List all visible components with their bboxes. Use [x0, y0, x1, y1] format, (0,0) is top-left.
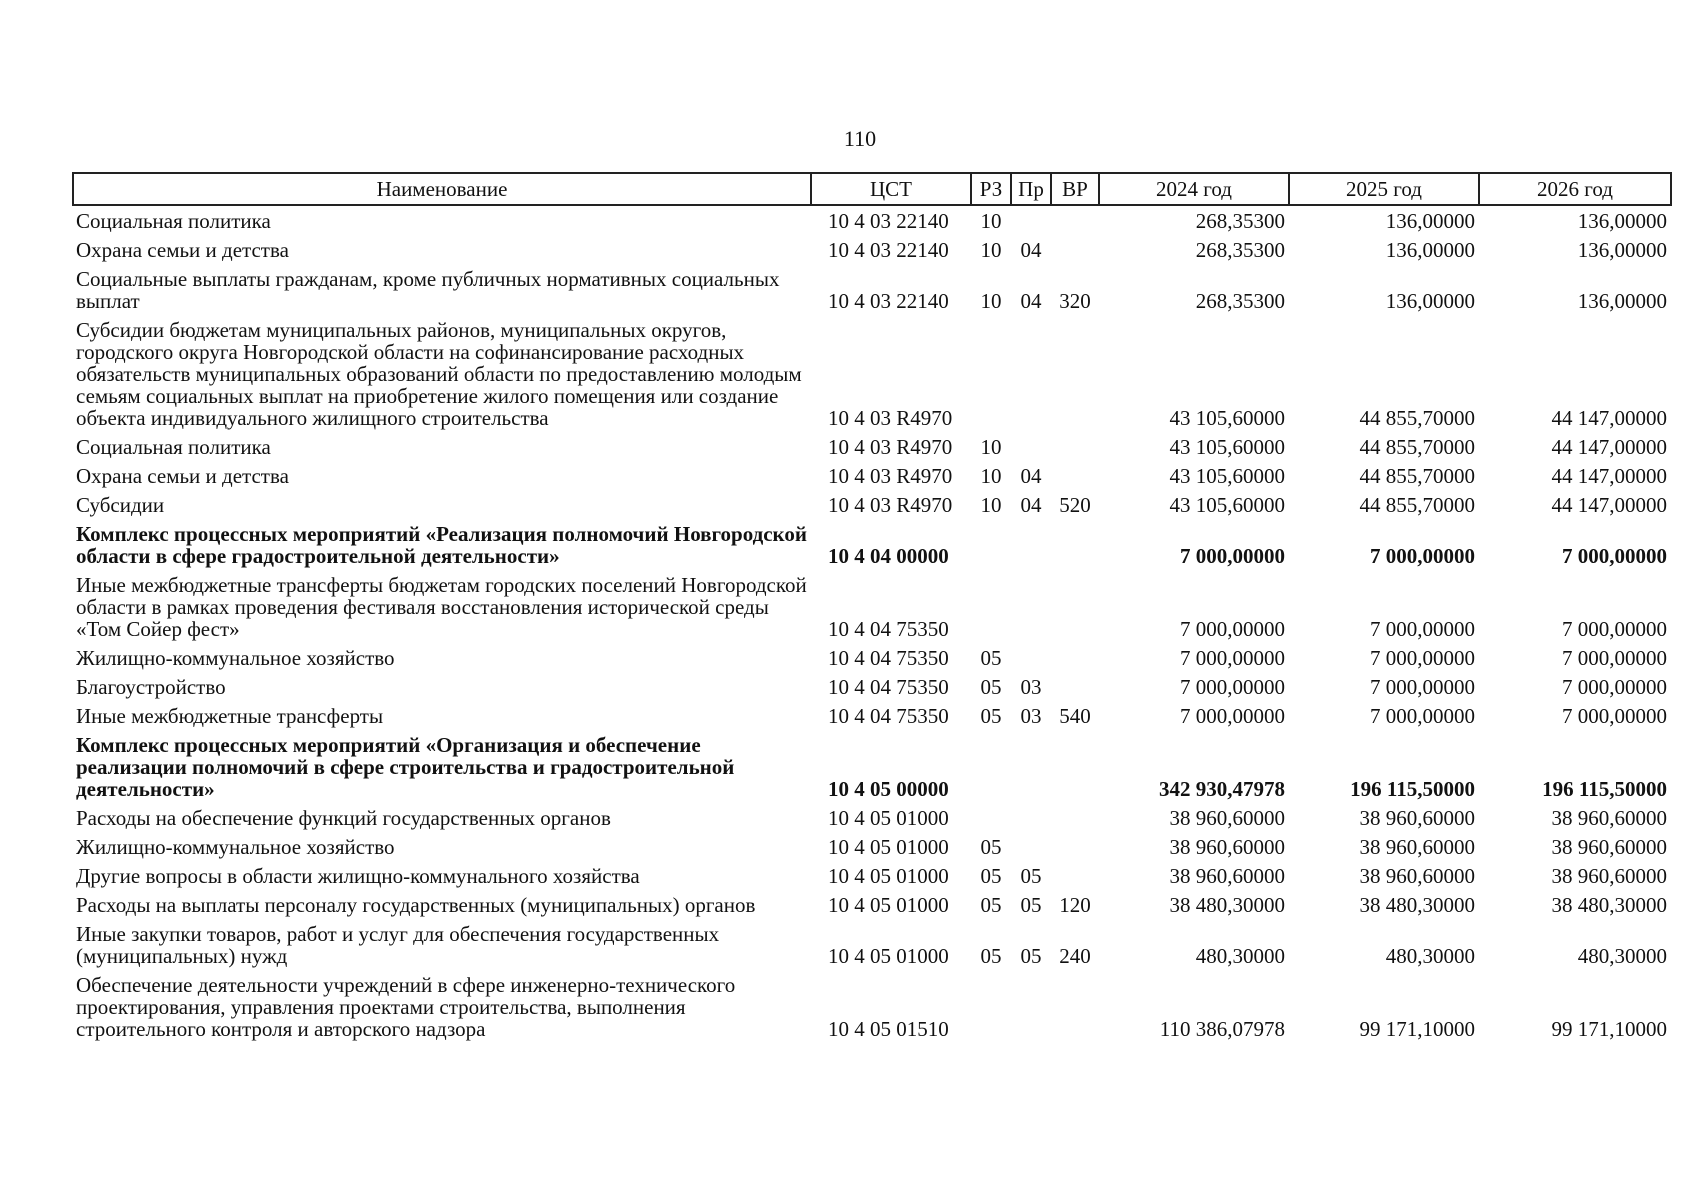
cell-y2025: 44 855,70000	[1359, 493, 1475, 517]
table-row	[73, 461, 1671, 490]
cell-code: 10 4 04 75350	[828, 646, 949, 670]
cell-y2026: 38 480,30000	[1551, 893, 1667, 917]
cell-pr	[1011, 315, 1051, 432]
header-2025: 2025 год	[1289, 173, 1479, 205]
cell-pr	[1011, 730, 1051, 803]
cell-pr: 04	[1020, 464, 1042, 488]
cell-y2026: 44 147,00000	[1551, 493, 1667, 517]
cell-y2024: 7 000,00000	[1180, 646, 1285, 670]
cell-y2024: 342 930,47978	[1159, 777, 1285, 801]
cell-code: 10 4 05 01510	[828, 1017, 949, 1041]
cell-y2026: 7 000,00000	[1562, 617, 1667, 641]
cell-vr: 540	[1059, 704, 1091, 728]
cell-name: Иные закупки товаров, работ и услуг для обеспечения государственных (муниципальных) нужд	[76, 922, 720, 968]
cell-vr	[1051, 519, 1099, 570]
cell-pr: 04	[1020, 238, 1042, 262]
cell-y2024: 38 480,30000	[1169, 893, 1285, 917]
cell-code: 10 4 05 01000	[828, 893, 949, 917]
table-row	[73, 672, 1671, 701]
cell-y2026: 480,30000	[1577, 944, 1667, 968]
cell-name: Жилищно-коммунальное хозяйство	[76, 835, 395, 859]
header-name: Наименование	[73, 173, 811, 205]
header-pr: Пр	[1011, 173, 1051, 205]
cell-vr	[1051, 432, 1099, 461]
cell-y2025: 38 960,60000	[1359, 835, 1475, 859]
cell-pr	[1011, 643, 1051, 672]
cell-vr	[1051, 832, 1099, 861]
cell-code: 10 4 04 75350	[828, 617, 949, 641]
cell-name: Социальные выплаты гражданам, кроме публичных нормативных социальных выплат	[76, 267, 780, 313]
table-row	[73, 235, 1671, 264]
cell-y2024: 7 000,00000	[1180, 675, 1285, 699]
cell-y2025: 7 000,00000	[1370, 704, 1475, 728]
table-row	[73, 730, 1671, 803]
cell-y2026: 196 115,50000	[1542, 777, 1667, 801]
cell-y2024: 268,35300	[1195, 289, 1285, 313]
cell-name: Обеспечение деятельности учреждений в сфере инженерно-технического проектирования, управления проектами строительства, выполнения строительного контроля и авторского надзора	[76, 973, 736, 1041]
cell-pr: 05	[1020, 944, 1042, 968]
cell-code: 10 4 05 01000	[828, 864, 949, 888]
cell-pr	[1011, 970, 1051, 1043]
cell-rz: 05	[980, 704, 1002, 728]
cell-name: Расходы на выплаты персоналу государственных (муниципальных) органов	[76, 893, 756, 917]
cell-vr	[1051, 315, 1099, 432]
cell-code: 10 4 03 22140	[828, 289, 949, 313]
cell-y2025: 38 480,30000	[1359, 893, 1475, 917]
cell-rz	[971, 803, 1011, 832]
cell-y2024: 7 000,00000	[1180, 544, 1285, 568]
cell-vr	[1051, 570, 1099, 643]
table-row	[73, 490, 1671, 519]
cell-name: Социальная политика	[76, 209, 271, 233]
cell-name: Охрана семьи и детства	[76, 464, 289, 488]
cell-y2026: 136,00000	[1577, 289, 1667, 313]
cell-pr: 04	[1020, 493, 1042, 517]
cell-vr: 320	[1059, 289, 1091, 313]
cell-name: Другие вопросы в области жилищно-коммунального хозяйства	[76, 864, 640, 888]
header-2024: 2024 год	[1099, 173, 1289, 205]
cell-code: 10 4 03 R4970	[828, 435, 953, 459]
table-row	[73, 570, 1671, 643]
table-row	[73, 701, 1671, 730]
cell-name: Охрана семьи и детства	[76, 238, 289, 262]
cell-vr	[1051, 803, 1099, 832]
cell-y2026: 38 960,60000	[1551, 835, 1667, 859]
cell-name: Иные межбюджетные трансферты бюджетам городских поселений Новгородской области в рамках проведения фестиваля восстановления исторической среды «Том Сойер фест»	[76, 573, 807, 641]
cell-pr	[1011, 570, 1051, 643]
cell-rz	[971, 315, 1011, 432]
table-row	[73, 205, 1671, 235]
cell-y2024: 7 000,00000	[1180, 617, 1285, 641]
table-row	[73, 861, 1671, 890]
table-header-row	[73, 173, 1671, 205]
cell-code: 10 4 03 22140	[828, 209, 949, 233]
cell-y2024: 43 105,60000	[1169, 464, 1285, 488]
cell-y2025: 480,30000	[1385, 944, 1475, 968]
cell-y2026: 7 000,00000	[1562, 704, 1667, 728]
cell-y2026: 7 000,00000	[1562, 544, 1667, 568]
cell-name: Иные межбюджетные трансферты	[76, 704, 384, 728]
cell-y2026: 136,00000	[1577, 209, 1667, 233]
cell-y2025: 7 000,00000	[1370, 617, 1475, 641]
cell-pr	[1011, 832, 1051, 861]
cell-vr: 240	[1059, 944, 1091, 968]
cell-y2026: 38 960,60000	[1551, 864, 1667, 888]
cell-rz: 05	[980, 835, 1002, 859]
cell-y2026: 44 147,00000	[1551, 435, 1667, 459]
cell-vr	[1051, 861, 1099, 890]
cell-y2025: 7 000,00000	[1370, 544, 1475, 568]
cell-code: 10 4 04 75350	[828, 675, 949, 699]
cell-y2026: 7 000,00000	[1562, 646, 1667, 670]
cell-y2024: 480,30000	[1195, 944, 1285, 968]
cell-y2024: 43 105,60000	[1169, 493, 1285, 517]
budget-table	[72, 172, 1672, 1043]
cell-y2024: 7 000,00000	[1180, 704, 1285, 728]
page-number: 110	[843, 126, 877, 151]
table-body	[73, 205, 1671, 1043]
cell-vr	[1051, 672, 1099, 701]
cell-vr	[1051, 643, 1099, 672]
cell-pr	[1011, 519, 1051, 570]
cell-vr: 120	[1059, 893, 1091, 917]
cell-code: 10 4 03 R4970	[828, 493, 953, 517]
table-row	[73, 970, 1671, 1043]
cell-code: 10 4 05 00000	[828, 777, 949, 801]
cell-vr	[1051, 461, 1099, 490]
table-row	[73, 432, 1671, 461]
header-2026: 2026 год	[1479, 173, 1671, 205]
cell-code: 10 4 03 R4970	[828, 406, 953, 430]
cell-y2026: 38 960,60000	[1551, 806, 1667, 830]
cell-y2026: 136,00000	[1577, 238, 1667, 262]
cell-rz: 05	[980, 864, 1002, 888]
cell-pr: 04	[1020, 289, 1042, 313]
cell-rz: 10	[980, 464, 1002, 488]
cell-name: Социальная политика	[76, 435, 271, 459]
cell-code: 10 4 05 01000	[828, 806, 949, 830]
cell-vr	[1051, 205, 1099, 235]
cell-rz: 10	[980, 435, 1002, 459]
table-row	[73, 264, 1671, 315]
cell-y2025: 44 855,70000	[1359, 406, 1475, 430]
cell-y2026: 44 147,00000	[1551, 406, 1667, 430]
cell-y2026: 7 000,00000	[1562, 675, 1667, 699]
cell-y2024: 43 105,60000	[1169, 435, 1285, 459]
header-rz: РЗ	[971, 173, 1011, 205]
cell-name: Субсидии	[76, 493, 165, 517]
cell-pr: 03	[1020, 704, 1042, 728]
cell-y2026: 44 147,00000	[1551, 464, 1667, 488]
cell-name: Жилищно-коммунальное хозяйство	[76, 646, 395, 670]
cell-name: Комплекс процессных мероприятий «Реализация полномочий Новгородской области в сфере градостроительной деятельности»	[76, 522, 807, 568]
cell-name: Комплекс процессных мероприятий «Организация и обеспечение реализации полномочий в сфере строительства и градостроительной деятельности»	[76, 733, 735, 801]
cell-y2024: 268,35300	[1195, 238, 1285, 262]
cell-y2025: 38 960,60000	[1359, 864, 1475, 888]
cell-rz	[971, 970, 1011, 1043]
cell-y2025: 196 115,50000	[1350, 777, 1475, 801]
cell-rz	[971, 730, 1011, 803]
cell-y2025: 136,00000	[1385, 238, 1475, 262]
table-row	[73, 643, 1671, 672]
table-row	[73, 315, 1671, 432]
cell-pr: 03	[1020, 675, 1042, 699]
cell-y2024: 268,35300	[1195, 209, 1285, 233]
cell-vr	[1051, 970, 1099, 1043]
header-code: ЦСТ	[811, 173, 971, 205]
cell-y2024: 38 960,60000	[1169, 806, 1285, 830]
cell-code: 10 4 04 75350	[828, 704, 949, 728]
cell-rz: 05	[980, 944, 1002, 968]
cell-y2024: 38 960,60000	[1169, 835, 1285, 859]
cell-rz: 10	[980, 289, 1002, 313]
cell-rz: 10	[980, 238, 1002, 262]
cell-pr: 05	[1020, 893, 1042, 917]
cell-y2024: 43 105,60000	[1169, 406, 1285, 430]
cell-pr: 05	[1020, 864, 1042, 888]
cell-y2025: 44 855,70000	[1359, 464, 1475, 488]
cell-code: 10 4 03 R4970	[828, 464, 953, 488]
cell-y2025: 7 000,00000	[1370, 675, 1475, 699]
table-row	[73, 919, 1671, 970]
cell-rz: 05	[980, 646, 1002, 670]
cell-y2025: 136,00000	[1385, 209, 1475, 233]
cell-y2025: 38 960,60000	[1359, 806, 1475, 830]
cell-y2024: 110 386,07978	[1159, 1017, 1285, 1041]
cell-y2025: 99 171,10000	[1359, 1017, 1475, 1041]
cell-rz: 10	[980, 209, 1002, 233]
table-row	[73, 803, 1671, 832]
table-row	[73, 890, 1671, 919]
cell-vr	[1051, 235, 1099, 264]
cell-vr	[1051, 730, 1099, 803]
cell-code: 10 4 03 22140	[828, 238, 949, 262]
cell-code: 10 4 04 00000	[828, 544, 949, 568]
cell-rz: 05	[980, 675, 1002, 699]
cell-vr: 520	[1059, 493, 1091, 517]
cell-rz: 10	[980, 493, 1002, 517]
cell-y2026: 99 171,10000	[1551, 1017, 1667, 1041]
cell-rz: 05	[980, 893, 1002, 917]
cell-pr	[1011, 432, 1051, 461]
cell-name: Расходы на обеспечение функций государственных органов	[76, 806, 611, 830]
cell-rz	[971, 570, 1011, 643]
cell-y2024: 38 960,60000	[1169, 864, 1285, 888]
cell-code: 10 4 05 01000	[828, 835, 949, 859]
cell-pr	[1011, 803, 1051, 832]
table-row	[73, 832, 1671, 861]
table-row	[73, 519, 1671, 570]
cell-code: 10 4 05 01000	[828, 944, 949, 968]
cell-y2025: 44 855,70000	[1359, 435, 1475, 459]
cell-name: Субсидии бюджетам муниципальных районов, муниципальных округов, городского округа Новгородской области на софинансирование расходных обязательств муниципальных образований области по предоставлению молодым семьям социальных выплат на приобретение жилого помещения или создание объекта индивидуального жилищного строительства	[76, 318, 802, 430]
cell-pr	[1011, 205, 1051, 235]
cell-name: Благоустройство	[76, 675, 226, 699]
cell-rz	[971, 519, 1011, 570]
cell-y2025: 136,00000	[1385, 289, 1475, 313]
header-vr: ВР	[1051, 173, 1099, 205]
cell-y2025: 7 000,00000	[1370, 646, 1475, 670]
